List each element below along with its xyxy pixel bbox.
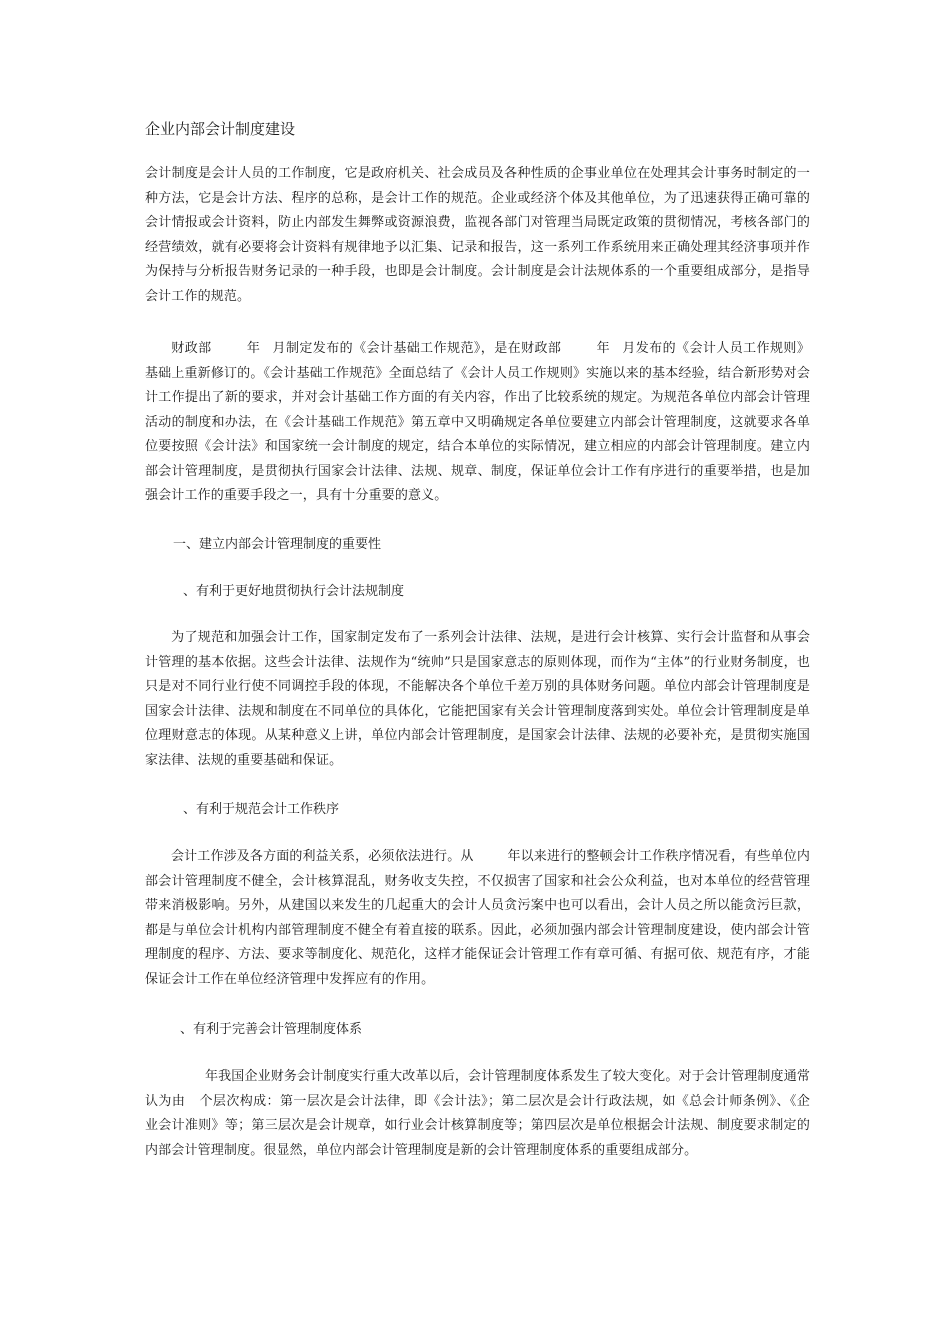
paragraph-regulations bbox=[145, 626, 810, 773]
paragraph-standards-text-d: 年 bbox=[596, 341, 611, 356]
subsection-heading-3: 、有利于完善会计管理制度体系 bbox=[180, 1022, 363, 1037]
paragraph-intro-text: 会计制度是会计人员的工作制度，它是政府机关、社会成员及各种性质的企事业单位在处理其会计事务时制定的一种方法，它是会计方法、程序的总称，是会计工作的规范。企业或经济个体及其他单位，为了迅速获得正确可靠的会计情报或会计资料，防止内部发生舞弊或资源浪费，监视各部门对管理当局既定政策的贯彻情况，考核各部门的经营绩效，就有必要将会计资料有规律地予以汇集、记录和报告，这一系列工作系统用来正确处理其经济事项并作为保持与分析报告财务记录的一种手段，也即是会计制度。会计制度是会计法规体系的一个重要组成部分，是指导会计工作的规范。 bbox=[145, 166, 810, 304]
paragraph-system bbox=[145, 1065, 810, 1163]
paragraph-system-text-b: 个层次构成：第一层次是会计法律，即《会计法》；第二层次是会计行政法规，如《总会计师条例》、《企业会计准则》等；第三层次是会计规章，如行业会计核算制度等；第四层次是单位根据会计法规、制度要求制定的内部会计管理制度。很显然，单位内部会计管理制度是新的会计管理制度体系的重要组成部分。 bbox=[145, 1093, 810, 1158]
paragraph-standards-text-a: 财政部 bbox=[171, 341, 212, 356]
paragraph-standards-text-e: 月发布的《会计人员工作规则》基础上重新修订的。《会计基础工作规范》全面总结了《会计人员工作规则》实施以来的基本经验，结合新形势对会计工作提出了新的要求，并对会计基础工作方面的有关内容，作出了比较系统的规定。为规范各单位内部会计管理活动的制度和办法，在《会计基础工作规范》第五章中又明确规定各单位要建立内部会计管理制度，这就要求各单位要按照《会计法》和国家统一会计制度的规定，结合本单位的实际情况，建立相应的内部会计管理制度。建立内部会计管理制度，是贯彻执行国家会计法律、法规、规章、制度，保证单位会计工作有序进行的重要举措，也是加强会计工作的重要手段之一，具有十分重要的意义。 bbox=[145, 341, 810, 503]
subsection-heading-2: 、有利于规范会计工作秩序 bbox=[183, 802, 340, 817]
paragraph-order-text-b: 年以来进行的整顿会计工作秩序情况看，有些单位内部会计管理制度不健全，会计核算混乱，财务收支失控，不仅损害了国家和社会公众利益，也对本单位的经营管理带来消极影响。另外，从建国以来发生的几起重大的会计人员贪污案中也可以看出，会计人员之所以能贪污巨款，都是与单位会计机构内部管理制度不健全有着直接的联系。因此，必须加强内部会计管理制度建设，使内部会计管理制度的程序、方法、要求等制度化、规范化，这样才能保证会计管理工作有章可循、有据可依、规范有序，才能保证会计工作在单位经济管理中发挥应有的作用。 bbox=[145, 849, 810, 987]
paragraph-standards-text-c: 月制定发布的《会计基础工作规范》，是在财政部 bbox=[272, 341, 562, 356]
document-title: 企业内部会计制度建设 bbox=[145, 120, 296, 138]
section-heading-importance: 一、建立内部会计管理制度的重要性 bbox=[173, 537, 382, 552]
paragraph-standards-text-b: 年 bbox=[246, 341, 261, 356]
subsection-heading-1: 、有利于更好地贯彻执行会计法规制度 bbox=[183, 584, 405, 599]
paragraph-system-text-a: 年我国企业财务会计制度实行重大改革以后，会计管理制度体系发生了较大变化。对于会计管理制度通常认为由 bbox=[145, 1069, 810, 1109]
paragraph-order bbox=[145, 845, 810, 992]
paragraph-standards bbox=[145, 337, 810, 509]
paragraph-intro bbox=[145, 162, 810, 309]
paragraph-regulations-text: 为了规范和加强会计工作，国家制定发布了一系列会计法律、法规，是进行会计核算、实行会计监督和从事会计管理的基本依据。这些会计法律、法规作为“统帅”只是国家意志的原则体现，而作为“主体”的行业财务制度，也只是对不同行业行使不同调控手段的体现，不能解决各个单位千差万别的具体财务问题。单位内部会计管理制度是国家会计法律、法规和制度在不同单位的具体化，它能把国家有关会计管理制度落到实处。单位会计管理制度是单位理财意志的体现。从某种意义上讲，单位内部会计管理制度，是国家会计法律、法规的必要补充，是贯彻实施国家法律、法规的重要基础和保证。 bbox=[145, 630, 810, 768]
paragraph-order-text-a: 会计工作涉及各方面的利益关系，必须依法进行。从 bbox=[171, 849, 474, 864]
